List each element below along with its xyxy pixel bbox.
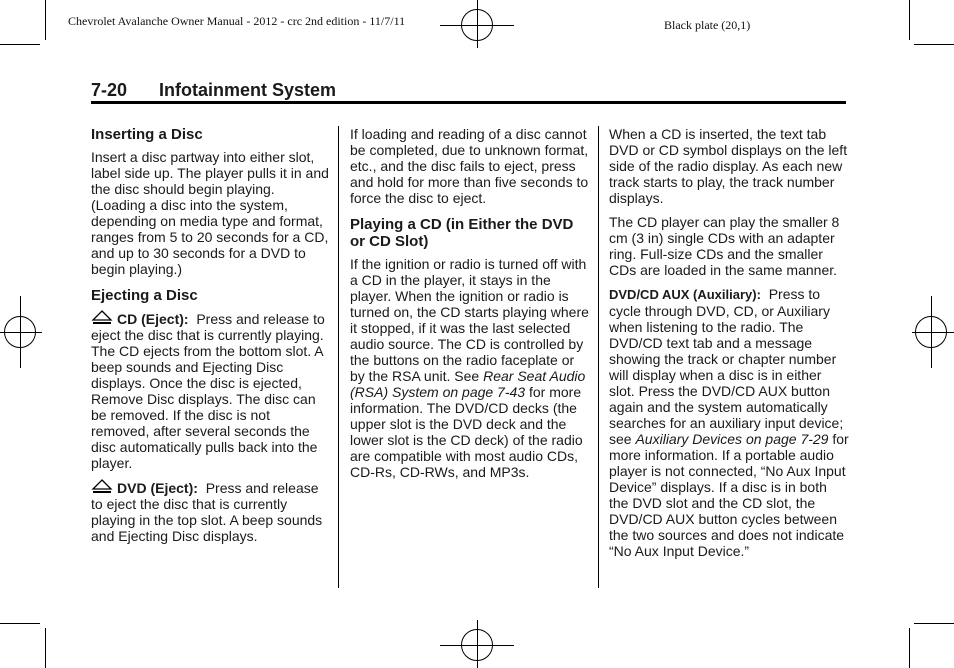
paragraph: The CD player can play the smaller 8 cm (3 in) single CDs with an adapter ring. Full-size CDs and the smaller CDs are loaded in the same manner. bbox=[609, 214, 840, 278]
eject-icon bbox=[91, 479, 113, 495]
registration-mark bbox=[477, 620, 478, 668]
column-divider bbox=[598, 126, 599, 588]
crop-mark bbox=[909, 0, 910, 40]
text: Press to cycle through DVD, CD, or Auxiliary when listening to the radio. The DVD/CD text tab and a message showing the track or chapter number will display when a disc is in either slot. Press the DVD/CD AUX button again and the system automatically searches for an auxiliary input device; see bbox=[609, 286, 844, 447]
page-number: 7-20 bbox=[91, 80, 128, 100]
registration-mark bbox=[440, 645, 514, 646]
paragraph: When a CD is inserted, the text tab DVD or CD symbol displays on the left side of the radio display. As each new track starts to play, the track number displays. bbox=[609, 126, 848, 206]
crop-mark bbox=[909, 628, 910, 668]
heading-playing-cd: Playing a CD (in Either the DVD or CD Slot) bbox=[350, 216, 574, 250]
cd-eject-text: Press and release to eject the disc that is currently playing. The CD ejects from the bottom slot. A beep sounds and Ejecting Disc displays. Once the disc is ejected, Remove Disc displays. The disc can be removed. If the disc is not removed, after several seconds the disc automatically pulls back into the player. bbox=[91, 311, 325, 471]
paragraph: Insert a disc partway into either slot, label side up. The player pulls it in and the disc should begin playing. (Loading a disc into the system, depending on media type and format, ranges from 5 to 20 seconds for a CD, and up to 30 seconds for a DVD to begin playing.) bbox=[91, 149, 329, 277]
registration-mark bbox=[912, 332, 954, 333]
paragraph: If loading and reading of a disc cannot be completed, due to unknown format, etc., and the disc fails to eject, press and hold for more than five seconds to force the disc to eject. bbox=[350, 126, 589, 206]
crop-mark bbox=[0, 44, 40, 45]
text: for more information. If a portable audio player is not connected, “No Aux Input Device” displays. If a disc is in both the DVD slot and the CD slot, the DVD/CD AUX button cycles between the two sources and does not indicate “No Aux Input Device.” bbox=[609, 431, 849, 559]
cd-eject-label: CD (Eject): bbox=[117, 311, 189, 327]
column-divider bbox=[338, 126, 339, 588]
paragraph bbox=[350, 256, 590, 480]
section-header bbox=[91, 80, 846, 104]
section-title: Infotainment System bbox=[159, 80, 337, 100]
dvd-eject-text: Press and release to eject the disc that is currently playing in the top slot. A beep sounds and Ejecting Disc displays. bbox=[91, 480, 323, 544]
crop-mark bbox=[45, 0, 46, 40]
crop-mark bbox=[914, 44, 954, 45]
running-head: Chevrolet Avalanche Owner Manual - 2012 - crc 2nd edition - 11/7/11 bbox=[68, 14, 406, 28]
plate-label: Black plate (20,1) bbox=[664, 18, 751, 32]
crop-mark bbox=[45, 628, 46, 668]
text: for more information. The DVD/CD decks (the upper slot is the DVD deck and the lower slot is the CD deck) of the radio are compatible with most audio CDs, CD-Rs, CD-RWs, and MP3s. bbox=[350, 384, 583, 480]
column-3 bbox=[609, 126, 849, 567]
column-2 bbox=[350, 126, 590, 488]
heading-ejecting-disc: Ejecting a Disc bbox=[91, 287, 198, 304]
cross-reference-link[interactable]: Rear Seat Audio (RSA) System on page 7-43 bbox=[350, 368, 586, 400]
crop-mark bbox=[914, 623, 954, 624]
text: If the ignition or radio is turned off with a CD in the player, it stays in the player. When the ignition or radio is turned on, the CD starts playing where it stopped, if it was the last selected audio source. The CD is controlled by the buttons on the radio faceplate or by the RSA unit. See bbox=[350, 256, 589, 384]
crop-mark bbox=[0, 623, 40, 624]
registration-mark bbox=[440, 25, 514, 26]
registration-mark bbox=[477, 0, 478, 48]
paragraph-aux bbox=[609, 286, 849, 559]
dvd-eject-label: DVD (Eject): bbox=[117, 480, 198, 496]
paragraph-dvd-eject bbox=[91, 479, 331, 544]
paragraph-cd-eject bbox=[91, 310, 331, 471]
column-1 bbox=[91, 126, 331, 552]
aux-label: DVD/CD AUX (Auxiliary): bbox=[609, 287, 761, 302]
heading-inserting-disc: Inserting a Disc bbox=[91, 126, 203, 143]
cross-reference-link[interactable]: Auxiliary Devices on page 7-29 bbox=[635, 431, 829, 447]
eject-icon bbox=[91, 310, 113, 326]
registration-mark bbox=[0, 332, 42, 333]
